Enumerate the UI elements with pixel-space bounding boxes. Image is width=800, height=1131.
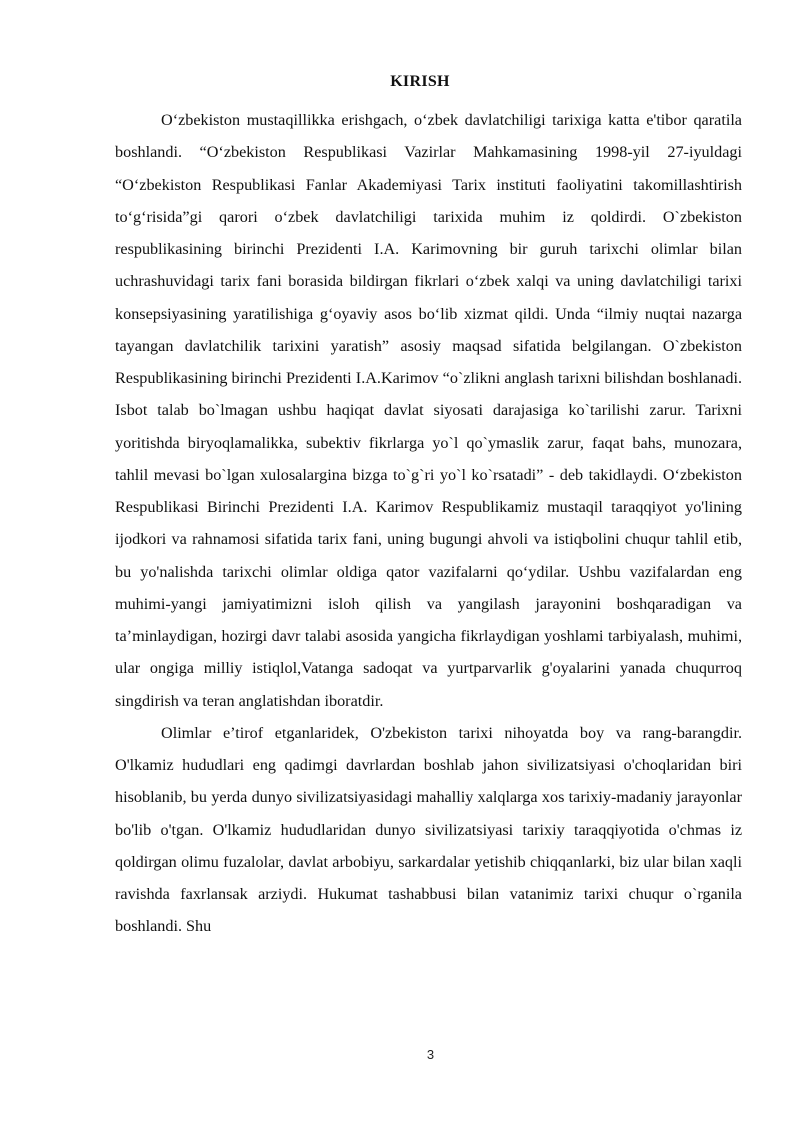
paragraph-1: O‘zbekiston mustaqillikka erishgach, o‘zbek davlatchiligi tarixiga katta e'tibor qaratila boshlandi. “O‘zbekiston Respublikasi Vazirlar Mahkamasining 1998-yil 27-iyuldagi “O‘zbekiston Respublikasi Fanlar Akademiyasi Tarix instituti faoliyatini takomillashtirish to‘g‘risida”gi qarori o‘zbek davlatchiligi tarixida muhim iz qoldirdi. O`zbekiston respublikasining birinchi Prezidenti I.A. Karimovning bir guruh tarixchi olimlar bilan uchrashuvidagi tarix fani borasida bildirgan fikrlari o‘zbek xalqi va uning davlatchiligi tarixi konsepsiyasining yaratilishiga g‘oyaviy asos bo‘lib xizmat qildi. Unda “ilmiy nuqtai nazarga tayangan davlatchilik tarixini yaratish” asosiy maqsad sifatida belgilangan. O`zbekiston Respublikasining birinchi Prezidenti I.A.Karimov “o`zlikni anglash tarixni bilishdan boshlanadi. Isbot talab bo`lmagan ushbu haqiqat davlat siyosati darajasiga ko`tarilishi zarur. Tarixni yoritishda biryoqlamalikka, subektiv fikrlarga yo`l qo`ymaslik zarur, faqat bahs, munozara, tahlil mevasi bo`lgan xulosalargina bizga to`g`ri yo`l ko`rsatadi” - deb takidlaydi. O‘zbekiston Respublikasi Birinchi Prezidenti I.A. Karimov Respublikamiz mustaqil taraqqiyot yo'lining ijodkori va rahnamosi sifatida tarix fani, uning bugungi ahvoli va istiqbolini chuqur tahlil etib, bu yo'nalishda tarixchi olimlar oldiga qator vazifalarni qo‘ydilar. Ushbu vazifalardan eng muhimi-yangi jamiyatimizni isloh qilish va yangilash jarayonini boshqaradigan va ta’minlaydigan, hozirgi davr talabi asosida yangicha fikrlaydigan yoshlami tarbiyalash, muhimi, ular ongiga milliy istiqlol,Vatanga sadoqat va yurtparvarlik g'oyalarini yanada chuqurroq singdirish va teran anglatishdan iboratdir. <box>115 111 742 710</box>
paragraph-2: Olimlar e’tirof etganlaridek, O'zbekiston tarixi nihoyatda boy va rang-barangdir. O'lkamiz hududlari eng qadimgi davrlardan boshlab jahon sivilizatsiyasi o'choqlaridan biri hisoblanib, bu yerda dunyo sivilizatsiyasidagi mahalliy xalqlarga xos tarixiy-madaniy jarayonlar bo'lib o'tgan. O'lkamiz hududlaridan dunyo sivilizatsiyasi tarixiy taraqqiyotida o'chmas iz qoldirgan olimu fuzalolar, davlat arbobiyu, sarkardalar yetishib chiqqanlarki, biz ular bilan xaqli ravishda faxrlansak arziydi. Hukumat tashabbusi bilan vatanimiz tarixi chuqur o`rganila boshlandi. Shu <box>115 723 742 936</box>
section-heading: KIRISH <box>390 73 450 90</box>
page-number: 3 <box>426 1047 435 1062</box>
body-text <box>115 104 742 943</box>
